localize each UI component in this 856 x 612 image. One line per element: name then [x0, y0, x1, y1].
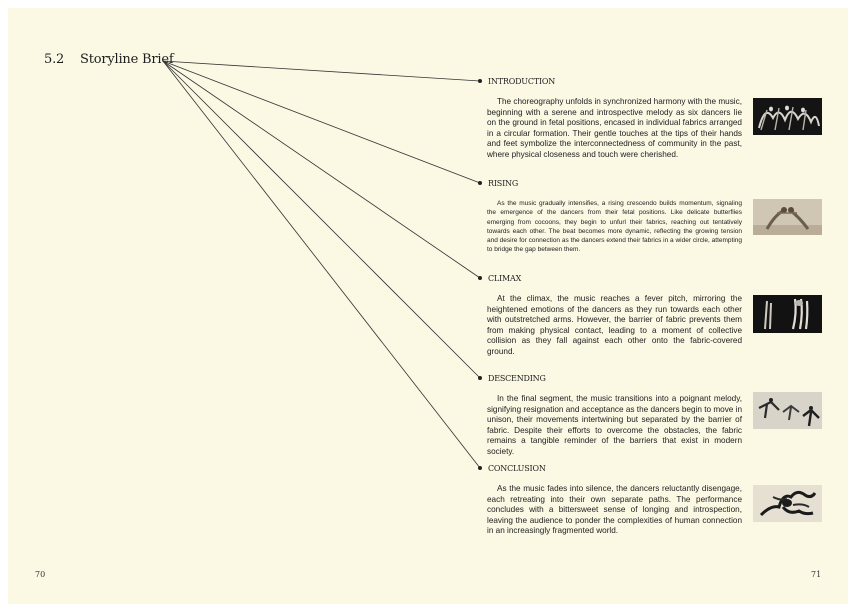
stage-label-rising: RISING	[488, 179, 519, 188]
stage-text-conclusion: As the music fades into silence, the dancers reluctantly disengage, each retreating into their own separate paths. The performance concludes with a bittersweet sense of longing and introspection, leaving the audience to ponder the complexities of human connection in an increasingly fragmented world.	[487, 484, 742, 536]
stage-text-descending: In the final segment, the music transitions into a poignant melody, signifying resignation and acceptance as the dancers begin to move in unison, their movements intertwining but separated by the barrier of fabric. Despite their efforts to overcome the obstacles, the fabric remains a tangible reminder of the barriers that exist in modern society.	[487, 394, 742, 456]
stage-photo-descending	[753, 392, 822, 429]
stage-text-climax: At the climax, the music reaches a fever pitch, mirroring the heightened emotions of the dancers as they run towards each other with outstretched arms. However, the barrier of fabric prevents them from making physical contact, leading to a moment of collective collision as they fall against each other onto the fabric-covered ground.	[487, 294, 742, 356]
book-spread	[8, 8, 848, 604]
connector-line-climax	[163, 61, 480, 278]
connector-line-introduction	[163, 61, 480, 81]
stage-photo-rising	[753, 199, 822, 235]
stage-photo-conclusion	[753, 485, 822, 522]
section-number: 5.2	[44, 52, 65, 67]
stage-photo-climax	[753, 295, 822, 333]
stage-marker-dot	[478, 466, 482, 470]
stage-label-climax: CLIMAX	[488, 274, 522, 283]
page-number-right: 71	[811, 570, 822, 579]
section-title: Storyline Brief	[80, 52, 174, 67]
stage-text-introduction: The choreography unfolds in synchronized harmony with the music, beginning with a serene and introspective melody as six dancers lie on the ground in fetal positions, encased in individual fabrics arranged in a circular formation. Their gentle touches at the tips of their hands and feet symbolize the interconnectedness of community in the past, where physical closeness and touch were cherished.	[487, 97, 742, 159]
stage-marker-dot	[478, 376, 482, 380]
stage-marker-dot	[478, 79, 482, 83]
stage-marker-dot	[478, 181, 482, 185]
connector-line-descending	[163, 61, 480, 378]
stage-label-conclusion: CONCLUSION	[488, 464, 546, 473]
page-number-left: 70	[35, 570, 46, 579]
stage-photo-introduction	[753, 98, 822, 135]
stage-label-introduction: INTRODUCTION	[488, 77, 556, 86]
stage-text-rising: As the music gradually intensifies, a rising crescendo builds momentum, signaling the emergence of the dancers from their fetal positions. Like delicate butterflies emerging from cocoons, they begin to unfurl their fabrics, reaching out tentatively towards each other. The beat becomes more dynamic, reflecting the growing tension and desire for connection as the dancers extend their fabrics in a wider circle, attempting to bridge the gap between them.	[487, 200, 742, 254]
stage-marker-dot	[478, 276, 482, 280]
stage-label-descending: DESCENDING	[488, 374, 546, 383]
